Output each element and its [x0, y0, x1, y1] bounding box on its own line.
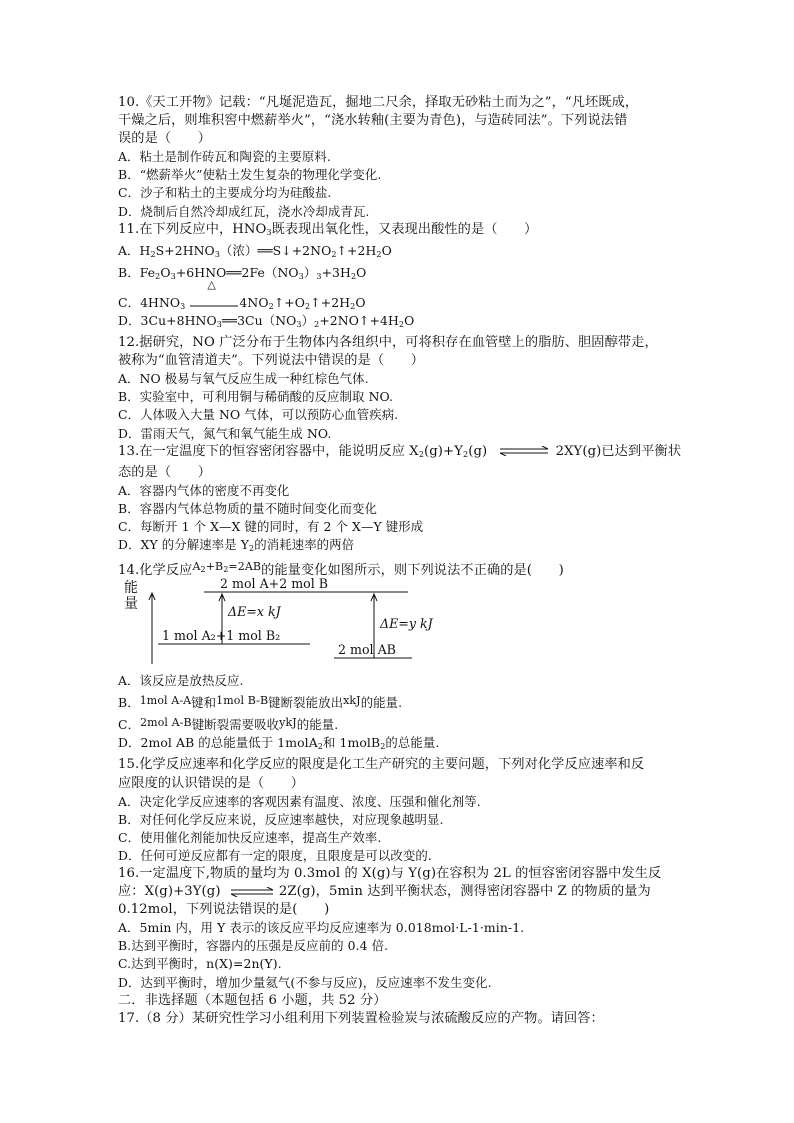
- q15-option-b: B．对任何化学反应来说，反应速率越快，对应现象越明显.: [118, 811, 444, 827]
- energy-diagram: [118, 576, 684, 668]
- energy-axis-label: 能量: [124, 580, 138, 613]
- q10-stem-line2: 干燥之后，则堆积窖中燃薪举火”，“浇水转釉(主要为青色)，与造砖同法”。下列说法错: [118, 113, 628, 129]
- q11-option-b: B．$Fe_2O_3+6HNO══2Fe(NO_3)_3+3H_2O$: [118, 264, 367, 281]
- q16-stem-line3: 0.12mol，下列说法错误的是( ): [118, 902, 330, 918]
- q12-stem-line2: 被称为“血管清道夫”。下列说法中错误的是（ ）: [118, 353, 425, 369]
- equilibrium-arrow-icon: [498, 446, 550, 456]
- q17-stem: 17.（8 分）某研究性学习小组利用下列装置检验炭与浓硫酸反应的产物。请回答：: [118, 1010, 604, 1026]
- q16-option-c: C.达到平衡时，n(X)=2n(Y).: [118, 956, 282, 972]
- q15-stem-line1: 15.化学反应速率和化学反应的限度是化工生产研究的主要问题，下列对化学反应速率和反: [118, 757, 645, 773]
- q10-option-d: D．烧制后自然冷却成红瓦，浇水冷却成青瓦.: [118, 203, 370, 219]
- q13-option-b: B．容器内气体总物质的量不随时间变化而变化: [118, 500, 378, 516]
- q15-option-a: A．决定化学反应速率的客观因素有温度、浓度、压强和催化剂等.: [118, 793, 481, 809]
- delta-e-y-label: ΔE=y kJ: [380, 616, 433, 632]
- q14-option-d: D．2mol AB 的总能量低于 1molA$_2$和 1molB$_2$的总能量.: [118, 735, 440, 752]
- q16-option-a: A．5min 内，用 Y 表示的该反应平均反应速率为 0.018mol·L-1·min-1.: [118, 920, 525, 936]
- q10-stem-line3: 误的是（ ）: [118, 131, 212, 147]
- q11-option-a: A．$H_2S+2HNO_3$（浓）$══S↓+2NO_2↑+2H_2O$: [118, 242, 392, 259]
- equilibrium-arrow-icon: [229, 887, 275, 897]
- q11-option-d: D．$3Cu+8HNO_3══3Cu(NO_3)_2+2NO↑+4H_2O$: [118, 312, 415, 329]
- q12-stem-line1: 12.据研究，NO 广泛分布于生物体内各组织中，可将积存在血管壁上的脂肪、胆固醇带走，: [118, 335, 658, 351]
- q13-stem-line2: 态的是（ ）: [118, 464, 212, 480]
- q14-option-a: A．该反应是放热反应.: [118, 673, 244, 689]
- q11-option-c: C．$4HNO_3$ △ $4NO_2↑+O_2↑+2H_2O$: [118, 278, 366, 311]
- q16-option-b: B.达到平衡时，容器内的压强是反应前的 0.4 倍.: [118, 938, 389, 954]
- q13-option-d: D．XY 的分解速率是 $Y_2$的消耗速率的两倍: [118, 537, 355, 554]
- q13-option-c: C．每断开 1 个 X—X 键的同时，有 2 个 X—Y 键形成: [118, 518, 424, 534]
- q11-stem: 11.在下列反应中，$HNO_3$既表现出氧化性，又表现出酸性的是（ ）: [118, 221, 538, 237]
- left-energy-level-label: 1 mol A₂+1 mol B₂: [162, 628, 281, 644]
- q10-option-c: C．沙子和粘土的主要成分均为硅酸盐.: [118, 185, 332, 201]
- q15-stem-line2: 应限度的认识错误的是（ ）: [118, 775, 305, 791]
- q10-option-b: B．“燃薪举火”使粘土发生复杂的物理化学变化.: [118, 167, 382, 183]
- delta-e-x-label: ΔE=x kJ: [228, 604, 281, 620]
- q13-stem-line1: 13.在一定温度下的恒容密闭容器中，能说明反应 $X_2(g)+Y_2(g)$ 2XY(g)已达到平衡状: [118, 443, 682, 459]
- q16-stem-line1: 16.一定温度下,物质的量均为 0.3mol 的 X(g)与 Y(g)在容积为 2L 的恒容密闭容器中发生反: [118, 866, 662, 881]
- q14-option-b: B．1mol A-A键和1mol B-B键断裂能放出xkJ的能量.: [118, 694, 403, 711]
- top-energy-level-label: 2 mol A+2 mol B: [220, 576, 329, 592]
- q14-option-c: C．2mol A-B键断裂需要吸收ykJ的能量.: [118, 716, 339, 733]
- q12-option-d: D．雷雨天气，氮气和氧气能生成 NO.: [118, 425, 332, 441]
- q14-stem: 14.化学反应$^{A_2+B_2=2AB}$的能量变化如图所示，则下列说法不正确的是( ): [118, 560, 564, 579]
- q12-option-c: C．人体吸入大量 NO 气体，可以预防心血管疾病.: [118, 407, 399, 423]
- heat-arrow-icon: [189, 278, 239, 310]
- q10-stem-line1: 10.《天工开物》记载：“凡埏泥造瓦，掘地二尺余，择取无砂粘土而为之”，“凡坯既成，: [118, 95, 639, 110]
- right-energy-level-label: 2 mol AB: [338, 642, 396, 658]
- q12-option-b: B．实验室中，可利用铜与稀硝酸的反应制取 NO.: [118, 389, 394, 405]
- q15-option-d: D．任何可逆反应都有一定的限度，且限度是可以改变的.: [118, 847, 432, 863]
- document-page: [118, 94, 684, 1028]
- q12-option-a: A．NO 极易与氧气反应生成一种红棕色气体.: [118, 371, 369, 387]
- q16-option-d: D．达到平衡时，增加少量氦气(不参与反应)，反应速率不发生变化.: [118, 974, 492, 990]
- q16-stem-line2: 应：X(g)+3Y(g) 2Z(g)，5min 达到平衡状态，测得密闭容器中 Z 的物质的量为: [118, 884, 651, 900]
- section-heading-non-choice: 二．非选择题（本题包括 6 小题，共 52 分）: [118, 992, 387, 1008]
- q13-option-a: A．容器内气体的密度不再变化: [118, 482, 290, 498]
- delta-symbol: △: [207, 278, 216, 292]
- q15-option-c: C．使用催化剂能加快反应速率，提高生产效率.: [118, 829, 382, 845]
- q10-option-a: A．粘土是制作砖瓦和陶瓷的主要原料.: [118, 149, 331, 165]
